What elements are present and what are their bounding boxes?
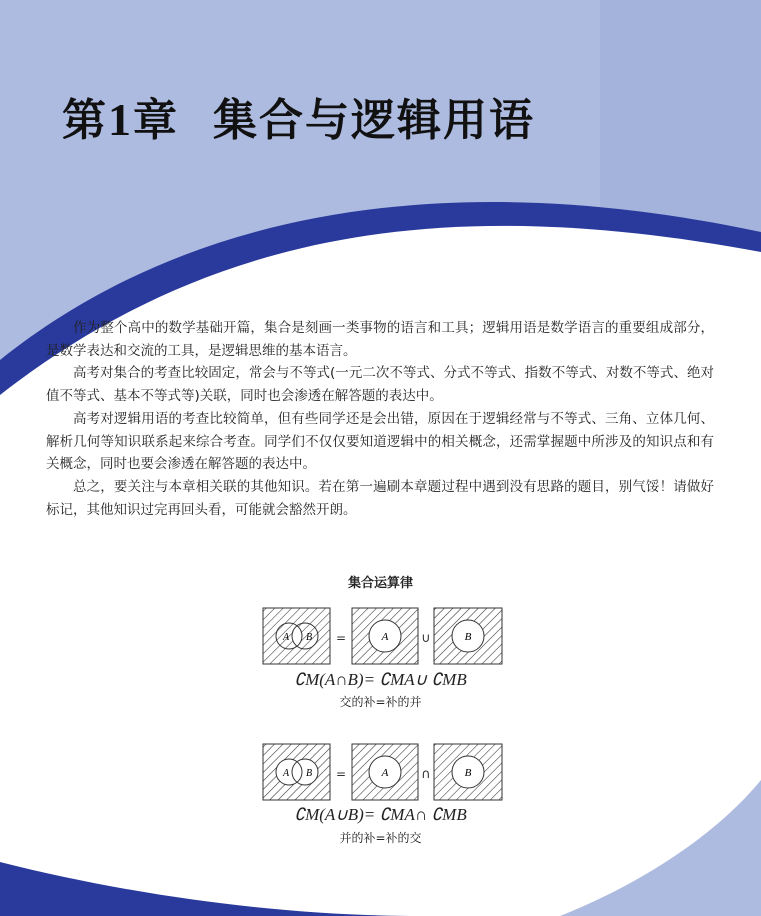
chapter-title-suffix: 章: [133, 95, 179, 146]
equals-sign: =: [335, 767, 347, 781]
set-b-label: B: [305, 768, 313, 779]
diagram-title: 集合运算律: [347, 576, 413, 591]
set-a-label: A: [282, 768, 290, 779]
set-b-label: B: [464, 631, 472, 643]
law-1-formula: ∁M(A∩B)= ∁MA∪ ∁MB: [294, 670, 467, 689]
law-2-diagram: [263, 744, 502, 800]
law-1-middle-venn: [352, 608, 418, 664]
set-b-label: B: [305, 632, 313, 643]
law-2-middle-venn: [352, 744, 418, 800]
set-a-label: A: [282, 632, 290, 643]
union-sign: ∪: [421, 631, 431, 646]
chapter-title-prefix: 第: [62, 95, 108, 146]
intro-paragraph: 作为整个高中的数学基础开篇，集合是刻画一类事物的语言和工具；逻辑用语是数学语言的重要组成部分，是数学表达和交流的工具，是逻辑思维的基本语言。: [46, 320, 714, 359]
equals-sign: =: [335, 631, 347, 645]
law-1-caption: 交的补=补的并: [339, 695, 422, 709]
chapter-name: 集合与逻辑用语: [213, 95, 535, 146]
set-a-label: A: [381, 767, 389, 779]
law-2-right-venn: [434, 744, 502, 800]
law-2-left-venn: [263, 744, 330, 800]
law-2-caption: 并的补=补的交: [339, 831, 422, 845]
law-2-formula: ∁M(A∪B)= ∁MA∩ ∁MB: [294, 805, 467, 824]
set-a-label: A: [381, 631, 389, 643]
law-1-right-venn: [434, 608, 502, 664]
intro-paragraph: 总之，要关注与本章相关联的其他知识。若在第一遍刷本章题过程中遇到没有思路的题目，别气馁！请做好标记，其他知识过完再回头看，可能就会豁然开朗。: [46, 478, 714, 518]
intro-paragraph: 高考对集合的考查比较固定，常会与不等式(一元二次不等式、分式不等式、指数不等式、对数不等式、绝对值不等式、基本不等式等)关联，同时也会渗透在解答题的表达中。: [46, 365, 714, 405]
law-1-diagram: [263, 608, 502, 664]
set-b-label: B: [464, 767, 472, 779]
intro-paragraph: 高考对逻辑用语的考查比较简单，但有些同学还是会出错，原因在于逻辑经常与不等式、三角、立体几何、解析几何等知识联系起来综合考查。同学们不仅仅要知道逻辑中的相关概念，还需掌握题中所涉及的知识点和有关概念，同时也要会渗透在解答题的表达中。: [46, 410, 714, 473]
intersection-sign: ∩: [421, 767, 431, 782]
chapter-number: 1: [108, 94, 133, 145]
law-1-left-venn: [263, 608, 330, 664]
